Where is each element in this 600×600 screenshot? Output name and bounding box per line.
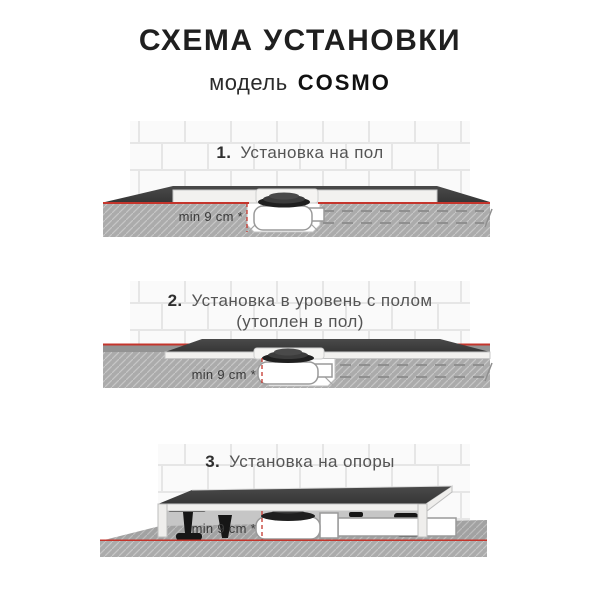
drain-cap-dome bbox=[269, 193, 299, 200]
diagram-on-floor bbox=[0, 115, 600, 255]
model-subtitle bbox=[0, 70, 600, 96]
section-2-heading-line1 bbox=[0, 290, 600, 311]
section-3-heading bbox=[0, 451, 600, 472]
section-install-flush bbox=[0, 275, 600, 425]
tray-rim bbox=[158, 504, 425, 511]
section-title: Установка в уровень с полом bbox=[191, 291, 433, 310]
page-title: СХЕМА УСТАНОВКИ bbox=[138, 24, 462, 57]
section-install-on-floor bbox=[0, 115, 600, 255]
tray-rim bbox=[165, 352, 490, 359]
siphon-body bbox=[254, 206, 312, 230]
drain-cap-dome bbox=[274, 349, 302, 356]
support-pad bbox=[349, 512, 363, 517]
section-install-on-supports bbox=[0, 437, 600, 577]
shower-tray-top bbox=[165, 339, 490, 352]
model-name: COSMO bbox=[297, 70, 391, 95]
dimension-label: min 9 cm * bbox=[191, 367, 256, 382]
floor-front-face bbox=[100, 541, 487, 557]
section-number: 2. bbox=[167, 291, 183, 310]
side-panel-right bbox=[418, 504, 427, 537]
dimension-label: min 9 cm * bbox=[178, 209, 243, 224]
section-1-heading bbox=[0, 142, 600, 163]
model-label: модель bbox=[209, 70, 288, 95]
section-number: 3. bbox=[205, 452, 221, 471]
section-subtitle: (утоплен в пол) bbox=[236, 312, 364, 331]
siphon-body bbox=[258, 362, 318, 384]
section-number: 1. bbox=[216, 143, 232, 162]
section-title: Установка на пол bbox=[240, 143, 384, 162]
pipe-connector bbox=[320, 513, 338, 538]
dimension-label: min 9 cm * bbox=[191, 521, 256, 536]
side-panel-left bbox=[158, 504, 167, 537]
section-2-heading bbox=[0, 290, 600, 332]
drain-pipe-horizontal bbox=[338, 518, 456, 536]
section-title: Установка на опоры bbox=[229, 452, 395, 471]
